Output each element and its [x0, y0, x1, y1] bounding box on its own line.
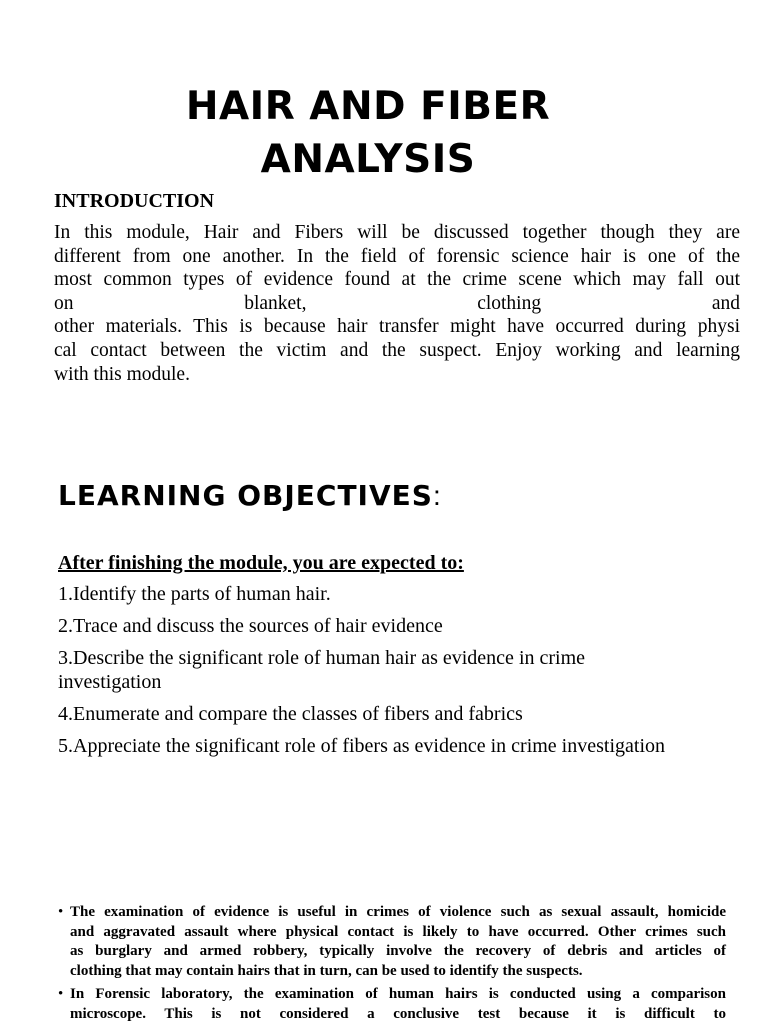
bullet-line: The examination of evidence is useful in crimes of violence such as sexual assault, homicide [70, 904, 726, 920]
title-line-1: HAIR AND FIBER [185, 84, 551, 129]
learning-objectives-heading-text: LEARNING OBJECTIVES [58, 479, 433, 512]
intro-word: blanket, [244, 292, 307, 314]
intro-line: different from one another. In the field of forensic science hair is one of the [54, 245, 740, 267]
intro-line: most common types of evidence found at the crime scene which may fall out [54, 269, 740, 291]
intro-word: on [54, 292, 74, 314]
document-title [0, 80, 736, 186]
introduction-paragraph [54, 221, 740, 386]
bullet-marker: • [58, 986, 64, 1003]
bullet-item [58, 985, 726, 1024]
intro-line: cal contact between the victim and the suspect. Enjoy working and learning [54, 339, 740, 361]
learning-objectives-subheading: After finishing the module, you are expected to: [58, 552, 464, 574]
intro-word: and [711, 292, 740, 314]
objective-item: 5.Appreciate the significant role of fibers as evidence in crime investigation [58, 735, 666, 757]
bullet-list [58, 903, 726, 1029]
objective-item: 2.Trace and discuss the sources of hair evidence [58, 615, 443, 637]
introduction-heading: INTRODUCTION [54, 190, 215, 212]
bullet-line: In Forensic laboratory, the examination of human hairs is conducted using a comparison [70, 986, 726, 1003]
objectives-list [58, 582, 678, 766]
bullet-line: microscope. This is not considered a conclusive test because it is difficult to [70, 1005, 726, 1022]
learning-objectives-heading [58, 476, 442, 516]
heading-colon: : [432, 480, 442, 511]
objective-item: 3.Describe the significant role of human hair as evidence in crime investigation [58, 647, 586, 693]
bullet-line: and aggravated assault where physical contact is likely to have occurred. Other crimes such [70, 923, 726, 940]
intro-word: clothing [477, 292, 542, 314]
intro-line: In this module, Hair and Fibers will be discussed together though they are [54, 222, 740, 243]
objective-item: 4.Enumerate and compare the classes of fibers and fabrics [58, 703, 523, 725]
bullet-line: as burglary and armed robbery, typically involve the recovery of debris and articles of [70, 943, 726, 960]
bullet-line: clothing that may contain hairs that in turn, can be used to identify the suspects. [70, 962, 583, 979]
title-line-2: ANALYSIS [260, 137, 476, 182]
intro-line: other materials. This is because hair transfer might have occurred during physi [54, 316, 740, 338]
intro-line-spread [54, 292, 740, 316]
bullet-marker: • [58, 904, 64, 920]
bullet-item [58, 903, 726, 981]
objective-item: 1.Identify the parts of human hair. [58, 583, 331, 605]
intro-line: with this module. [54, 363, 190, 385]
